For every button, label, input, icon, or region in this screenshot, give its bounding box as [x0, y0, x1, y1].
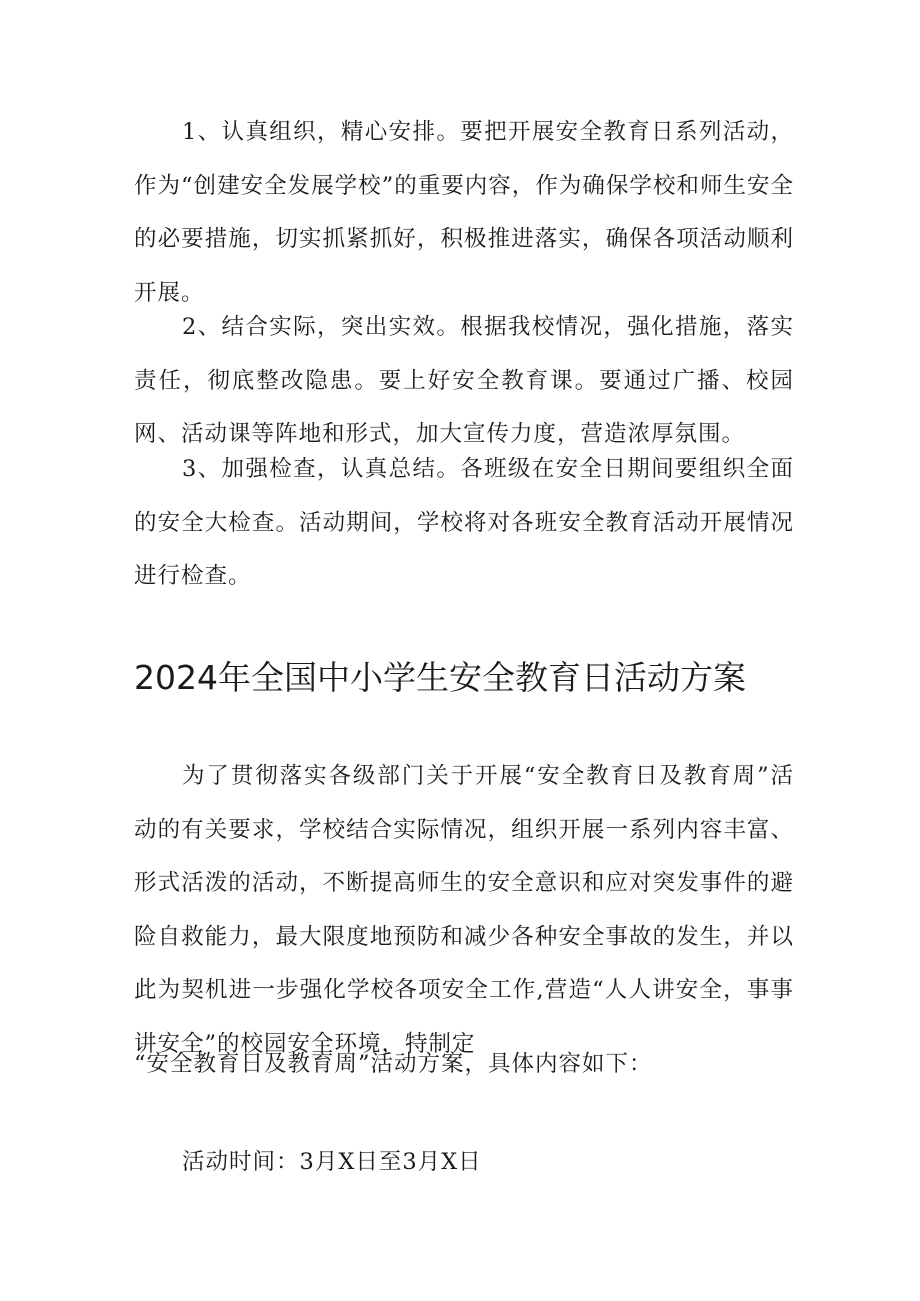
- paragraph-intro-continuation: “安全教育日及教育周”活动方案，具体内容如下：: [134, 1051, 653, 1077]
- activity-time-line: 活动时间：3月X日至3月X日: [182, 1149, 482, 1175]
- paragraph-inspection: 3、加强检查，认真总结。各班级在安全日期间要组织全面的安全大检查。活动期间，学校将对各班安全教育活动开展情况进行检查。: [134, 456, 794, 589]
- paragraph-intro: 为了贯彻落实各级部门关于开展“安全教育日及教育周”活动的有关要求，学校结合实际情况，组织开展一系列内容丰富、形式活泼的活动，不断提高师生的安全意识和应对突发事件的避险自救能力，最大限度地预防和减少各种安全事故的发生，并以此为契机进一步强化学校各项安全工作,营造“人人讲安全，事事讲安全”的校园安全环境，特制定: [134, 763, 794, 1057]
- paragraph-organize: 1、认真组织，精心安排。要把开展安全教育日系列活动，作为“创建安全发展学校”的重要内容，作为确保学校和师生安全的必要措施，切实抓紧抓好，积极推进落实，确保各项活动顺利开展。: [134, 119, 794, 306]
- paragraph-practical: 2、结合实际，突出实效。根据我校情况，强化措施，落实责任，彻底整改隐患。要上好安全教育课。要通过广播、校园网、活动课等阵地和形式，加大宣传力度，营造浓厚氛围。: [134, 314, 794, 447]
- document-title: 2024年全国中小学生安全教育日活动方案: [134, 658, 746, 697]
